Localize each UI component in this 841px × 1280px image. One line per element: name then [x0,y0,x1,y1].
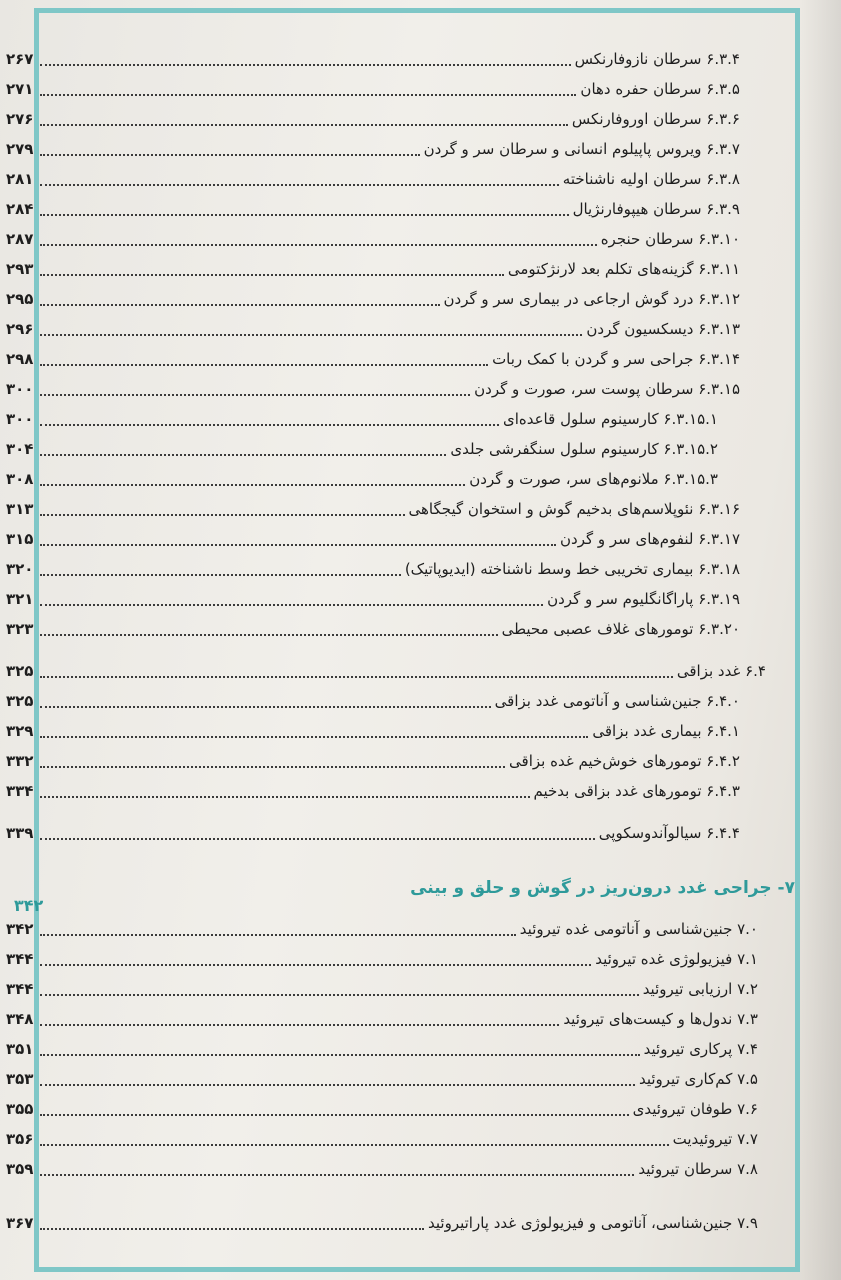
toc-entry-title: ۶.۳.۲۰ تومورهای غلاف عصبی محیطی [501,620,740,638]
toc-entry-page: ۳۰۰ [6,380,34,398]
toc-entry-title: ۶.۳.۱۵ سرطان پوست سر، صورت و گردن [474,380,740,398]
toc-entry[interactable] [6,284,740,310]
toc-entry-title: ۶.۳.۱۶ نئوپلاسم‌های بدخیم گوش و استخوان گیجگاهی [408,500,740,518]
dot-leader [40,124,568,126]
toc-entry[interactable] [6,434,718,460]
toc-entry-title: ۷.۱ فیزیولوژی غده تیروئید [595,950,758,968]
toc-entry[interactable] [6,404,718,430]
dot-leader [40,454,446,456]
toc-entry-page: ۳۱۵ [6,530,34,548]
toc-entry-page: ۳۰۴ [6,440,34,458]
toc-entry[interactable] [6,44,740,70]
toc-entry-title: ۷.۴ پرکاری تیروئید [643,1040,758,1058]
toc-entry-title: ۷.۹ جنین‌شناسی، آناتومی و فیزیولوژی غدد پاراتیروئید [428,1214,758,1232]
toc-entry[interactable] [6,944,758,970]
toc-entry[interactable] [6,818,740,844]
toc-entry-title: ۷.۵ کم‌کاری تیروئید [638,1070,758,1088]
dot-leader [40,184,559,186]
toc-entry-title: ۷.۷ تیروئیدیت [672,1130,758,1148]
toc-entry[interactable] [6,746,740,772]
toc-entry-page: ۳۳۴ [6,782,34,800]
toc-entry[interactable] [6,254,740,280]
dot-leader [40,1084,635,1086]
toc-entry-page: ۳۵۶ [6,1130,34,1148]
dot-leader [40,64,571,66]
dot-leader [40,334,582,336]
toc-entry[interactable] [6,686,740,712]
toc-entry-page: ۳۲۰ [6,560,34,578]
dot-leader [40,706,491,708]
toc-entry-page: ۳۵۱ [6,1040,34,1058]
toc-entry-title: ۶.۳.۱۰ سرطان حنجره [600,230,740,248]
toc-entry-title: ۷.۲ ارزیابی تیروئید [642,980,758,998]
toc-entry-page: ۲۸۷ [6,230,34,248]
toc-entry-page: ۳۴۴ [6,980,34,998]
dot-leader [40,676,673,678]
dot-leader [40,364,488,366]
toc-entry-title: ۶.۳.۶ سرطان اوروفارنکس [571,110,740,128]
toc-entry-title: ۶.۴ غدد بزاقی [676,662,766,680]
dot-leader [40,994,639,996]
toc-entry[interactable] [6,74,740,100]
toc-entry-page: ۲۹۶ [6,320,34,338]
toc-entry-title: ۷.۳ ندول‌ها و کیست‌های تیروئید [563,1010,758,1028]
toc-entry[interactable] [6,104,740,130]
toc-entry-page: ۳۴۲ [6,920,34,938]
chapter-heading[interactable]: ۷- جراحی غدد درون‌ریز در گوش و حلق و بینی [410,878,795,898]
dot-leader [40,424,499,426]
toc-entry[interactable] [6,134,740,160]
toc-entry-page: ۳۲۹ [6,722,34,740]
toc-entry-title: ۶.۳.۱۵.۱ کارسینوم سلول قاعده‌ای [502,410,718,428]
toc-entry-title: ۶.۳.۱۱ گزینه‌های تکلم بعد لارنژکتومی [507,260,740,278]
dot-leader [40,1024,559,1026]
toc-entry[interactable] [6,716,740,742]
dot-leader [40,304,440,306]
toc-entry-title: ۶.۳.۹ سرطان هیپوفارنژیال [572,200,740,218]
toc-entry-title: ۶.۴.۴ سیالوآندوسکوپی [598,824,740,842]
dot-leader [40,796,530,798]
dot-leader [40,574,401,576]
toc-entry-page: ۳۴۴ [6,950,34,968]
dot-leader [40,1114,629,1116]
toc-entry-title: ۶.۳.۷ ویروس پاپیلوم انسانی و سرطان سر و گردن [423,140,740,158]
toc-entry[interactable] [6,614,740,640]
toc-entry-page: ۲۶۷ [6,50,34,68]
toc-entry[interactable] [6,1004,758,1030]
toc-entry-title: ۶.۳.۴ سرطان نازوفارنکس [574,50,740,68]
toc-entry-title: ۷.۶ طوفان تیروئیدی [632,1100,758,1118]
dot-leader [40,964,591,966]
toc-entry-title: ۶.۳.۱۵.۲ کارسینوم سلول سنگفرشی جلدی [450,440,718,458]
toc-entry-page: ۳۵۹ [6,1160,34,1178]
toc-entry-title: ۷.۸ سرطان تیروئید [638,1160,758,1178]
dot-leader [40,214,569,216]
toc-entry-page: ۳۵۵ [6,1100,34,1118]
toc-entry[interactable] [6,656,766,682]
toc-entry-title: ۶.۳.۱۸ بیماری تخریبی خط وسط ناشناخته (ایدیوپاتیک) [404,560,740,578]
toc-entry[interactable] [6,584,740,610]
toc-entry-title: ۷.۰ جنین‌شناسی و آناتومی غده تیروئید [519,920,758,938]
dot-leader [40,736,588,738]
dot-leader [40,544,556,546]
toc-entry-title: ۶.۴.۳ تومورهای غدد بزاقی بدخیم [533,782,740,800]
toc-entry-page: ۳۰۰ [6,410,34,428]
toc-entry[interactable] [6,374,740,400]
toc-entry[interactable] [6,776,740,802]
toc-entry-page: ۳۱۳ [6,500,34,518]
toc-entry-title: ۶.۴.۲ تومورهای خوش‌خیم غده بزاقی [509,752,740,770]
toc-entry-page: ۳۳۲ [6,752,34,770]
toc-entry[interactable] [6,464,718,490]
toc-entry[interactable] [6,1064,758,1090]
toc-entry-page: ۳۰۸ [6,470,34,488]
toc-entry[interactable] [6,974,758,1000]
toc-entry-page: ۲۷۱ [6,80,34,98]
toc-entry[interactable] [6,164,740,190]
toc-entry-title: ۶.۳.۱۲ درد گوش ارجاعی در بیماری سر و گردن [443,290,740,308]
toc-entry[interactable] [6,314,740,340]
toc-entry[interactable] [6,914,758,940]
toc-entry[interactable] [6,1034,758,1060]
toc-entry[interactable] [6,494,740,520]
dot-leader [40,514,405,516]
toc-entry-page: ۲۷۹ [6,140,34,158]
dot-leader [40,394,470,396]
toc-entry[interactable] [6,1208,758,1234]
toc-entry-title: ۶.۳.۱۵.۳ ملانوم‌های سر، صورت و گردن [469,470,718,488]
toc-entry-page: ۲۸۴ [6,200,34,218]
toc-entry[interactable] [6,194,740,220]
dot-leader [40,1054,640,1056]
toc-entry[interactable] [6,1154,758,1180]
dot-leader [40,94,576,96]
toc-entry[interactable] [6,1124,758,1150]
dot-leader [40,244,597,246]
dot-leader [40,1144,669,1146]
toc-entry-page: ۲۸۱ [6,170,34,188]
dot-leader [40,484,465,486]
dot-leader [40,838,595,840]
dot-leader [40,1228,424,1230]
toc-entry-page: ۳۴۸ [6,1010,34,1028]
toc-entry-title: ۶.۴.۱ بیماری غدد بزاقی [592,722,740,740]
toc-entry-page: ۳۵۳ [6,1070,34,1088]
toc-entry-title: ۶.۳.۱۳ دیسکسیون گردن [586,320,740,338]
toc-entry-page: ۳۲۱ [6,590,34,608]
dot-leader [40,154,420,156]
toc-entry-title: ۶.۳.۱۷ لنفوم‌های سر و گردن [560,530,740,548]
toc-entry[interactable] [6,224,740,250]
toc-entry[interactable] [6,554,740,580]
dot-leader [40,1174,634,1176]
toc-entry-page: ۳۶۷ [6,1214,34,1232]
toc-entry-title: ۶.۳.۱۹ پاراگانگلیوم سر و گردن [547,590,740,608]
dot-leader [40,934,516,936]
toc-entry-title: ۶.۳.۵ سرطان حفره دهان [580,80,740,98]
toc-entry[interactable] [6,344,740,370]
toc-entry-page: ۲۹۳ [6,260,34,278]
dot-leader [40,604,543,606]
toc-entry[interactable] [6,1094,758,1120]
dot-leader [40,766,505,768]
toc-entry-page: ۲۹۵ [6,290,34,308]
toc-entry-title: ۶.۴.۰ جنین‌شناسی و آناتومی غدد بزاقی [494,692,740,710]
toc-entry-page: ۳۲۵ [6,662,34,680]
toc-entry[interactable] [6,524,740,550]
toc-entry-page: ۲۷۶ [6,110,34,128]
toc-entry-page: ۲۹۸ [6,350,34,368]
dot-leader [40,634,498,636]
toc-entry-page: ۳۲۳ [6,620,34,638]
chapter-page-number: ۳۴۲ [14,896,44,915]
toc-entry-page: ۳۲۵ [6,692,34,710]
toc-entry-title: ۶.۳.۸ سرطان اولیه ناشناخته [562,170,740,188]
toc-entry-page: ۳۳۹ [6,824,34,842]
dot-leader [40,274,504,276]
toc-entry-title: ۶.۳.۱۴ جراحی سر و گردن با کمک ربات [492,350,740,368]
